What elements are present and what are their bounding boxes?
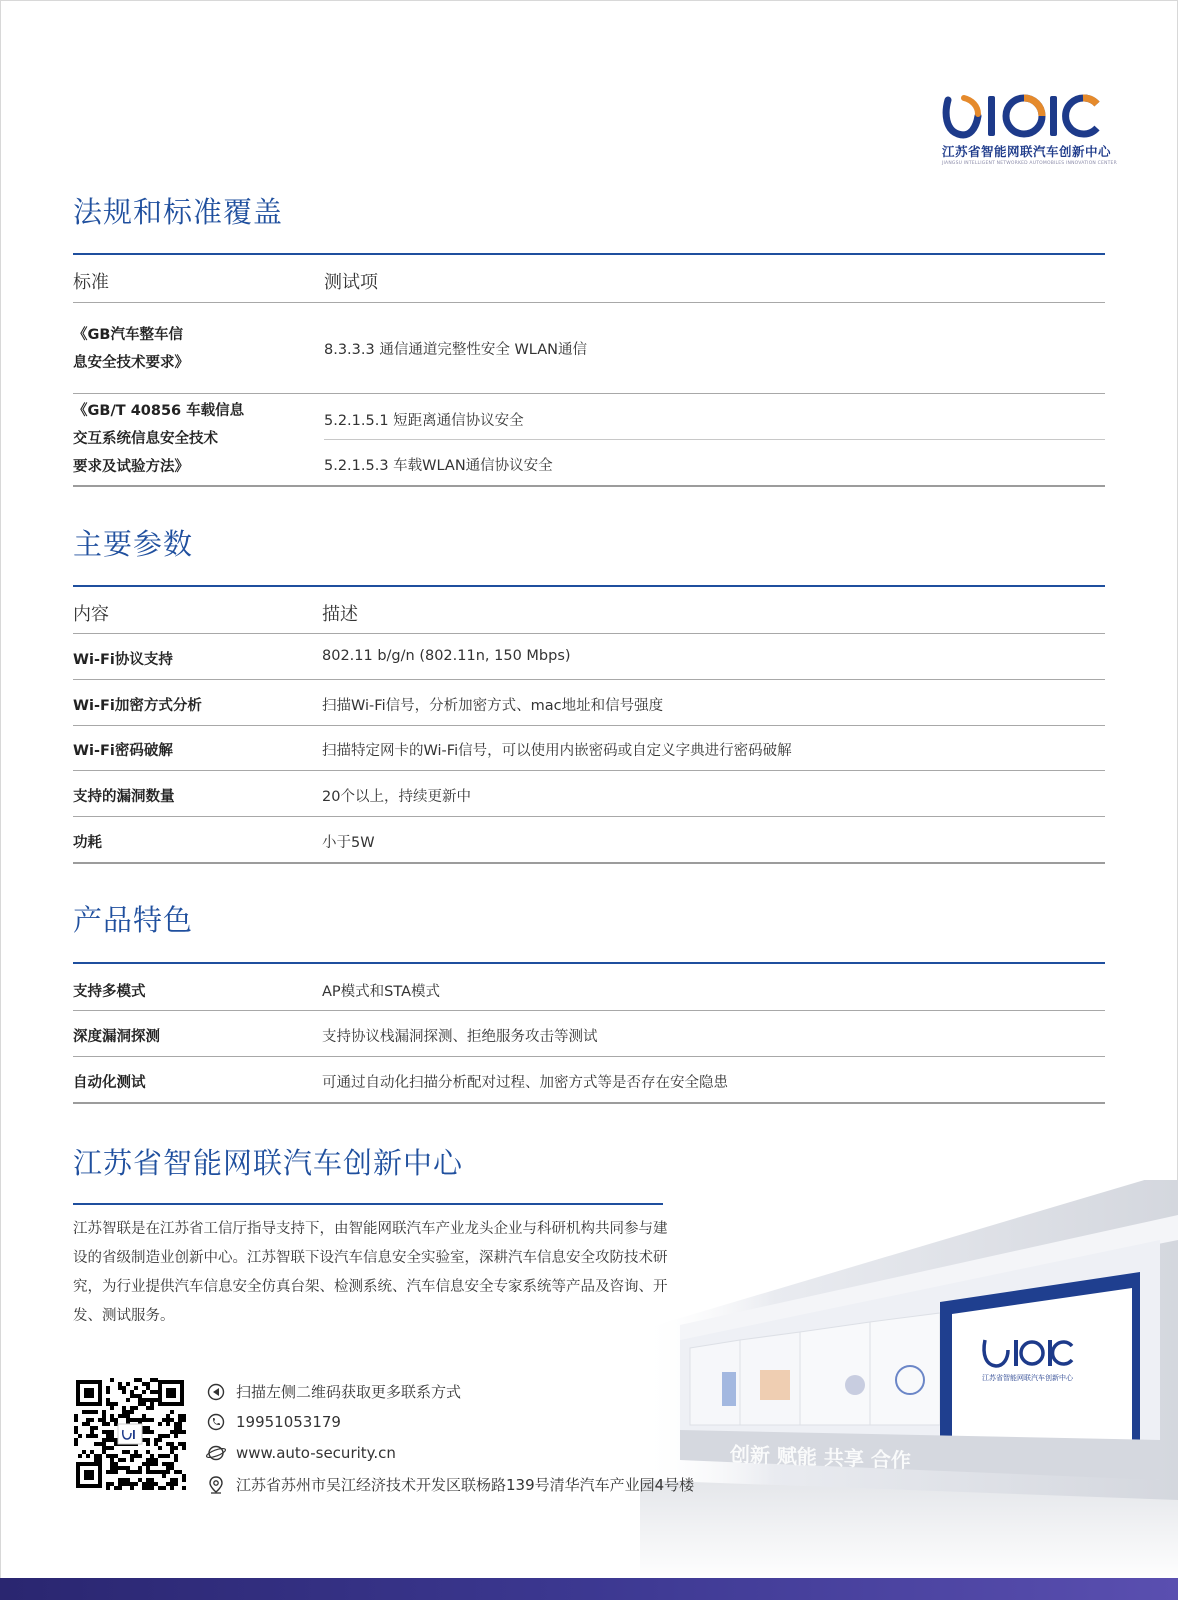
param-value: 20个以上，持续更新中 — [322, 789, 471, 805]
contact-phone[interactable] — [206, 1412, 341, 1432]
showroom-image — [640, 1180, 1178, 1582]
send-icon — [206, 1382, 226, 1402]
divider — [73, 1010, 1105, 1011]
divider — [324, 439, 1105, 440]
logo-mark-icon — [942, 92, 1102, 140]
feature-value: AP模式和STA模式 — [322, 984, 441, 1000]
contact-address-text: 江苏省苏州市吴江经济技术开发区联杨路139号清华汽车产业园4号楼 — [236, 1476, 695, 1494]
column-header-description: 描述 — [322, 604, 358, 625]
feature-value: 支持协议栈漏洞探测、拒绝服务攻击等测试 — [322, 1029, 598, 1045]
phone-icon — [206, 1412, 226, 1432]
param-label: Wi-Fi协议支持 — [73, 652, 173, 668]
param-label: 支持的漏洞数量 — [73, 789, 175, 805]
feature-label: 深度漏洞探测 — [73, 1029, 160, 1045]
divider — [73, 816, 1105, 817]
divider — [73, 253, 1105, 255]
section-title-standards: 法规和标准覆盖 — [73, 195, 284, 229]
divider — [73, 679, 1105, 680]
standard-name-gb: 《GB汽车整车信 息安全技术要求》 — [73, 327, 189, 371]
qr-code — [74, 1378, 186, 1490]
divider — [73, 485, 1105, 487]
column-header-test-item: 测试项 — [324, 272, 378, 293]
logo-en-text: JIANGSU INTELLIGENT NETWORKED AUTOMOBILES INNOVATION CENTER — [942, 161, 1117, 166]
divider — [73, 1203, 663, 1205]
divider — [73, 962, 1105, 964]
param-value: 扫描Wi-Fi信号，分析加密方式、mac地址和信号强度 — [322, 698, 664, 714]
divider — [73, 1056, 1105, 1057]
test-item: 8.3.3.3 通信通道完整性安全 WLAN通信 — [324, 342, 587, 358]
contact-scan — [206, 1381, 461, 1402]
test-item: 5.2.1.5.1 短距离通信协议安全 — [324, 413, 524, 429]
location-pin-icon — [206, 1475, 226, 1495]
feature-label: 自动化测试 — [73, 1075, 146, 1091]
divider — [73, 633, 1105, 634]
divider — [73, 862, 1105, 864]
contact-phone-text: 19951053179 — [236, 1413, 341, 1431]
footer-bar — [0, 1578, 1178, 1600]
param-value: 小于5W — [322, 835, 375, 851]
param-label: Wi-Fi加密方式分析 — [73, 698, 202, 714]
divider — [73, 585, 1105, 587]
divider — [73, 770, 1105, 771]
column-header-content: 内容 — [73, 604, 109, 625]
section-title-about: 江苏省智能网联汽车创新中心 — [73, 1146, 464, 1180]
logo-cn-text: 江苏省智能网联汽车创新中心 — [942, 144, 1112, 159]
standard-name-gbt: 《GB/T 40856 车载信息 交互系统信息安全技术 要求及试验方法》 — [73, 403, 245, 475]
showroom-slogan: 创新 赋能 共享 合作 — [730, 1442, 911, 1473]
divider — [73, 725, 1105, 726]
screen-logo-text: 江苏省智能网联汽车创新中心 — [982, 1374, 1073, 1382]
contact-website-text: www.auto-security.cn — [236, 1444, 396, 1462]
param-label: Wi-Fi密码破解 — [73, 743, 173, 759]
column-header-standard: 标准 — [73, 272, 109, 293]
brand-logo — [942, 92, 1117, 166]
feature-label: 支持多模式 — [73, 984, 146, 1000]
contact-scan-text: 扫描左侧二维码获取更多联系方式 — [236, 1383, 462, 1401]
divider — [73, 1102, 1105, 1104]
contact-address — [206, 1474, 694, 1495]
feature-value: 可通过自动化扫描分析配对过程、加密方式等是否存在安全隐患 — [322, 1075, 728, 1091]
param-label: 功耗 — [73, 835, 102, 851]
param-value: 扫描特定网卡的Wi-Fi信号，可以使用内嵌密码或自定义字典进行密码破解 — [322, 743, 792, 759]
section-title-parameters: 主要参数 — [73, 527, 194, 561]
divider — [73, 393, 1105, 394]
globe-icon — [206, 1443, 226, 1463]
about-paragraph: 江苏智联是在江苏省工信厅指导支持下，由智能网联汽车产业龙头企业与科研机构共同参与建设的省级制造业创新中心。江苏智联下设汽车信息安全实验室，深耕汽车信息安全攻防技术研究，为行业提供汽车信息安全仿真台架、检测系统、汽车信息安全专家系统等产品及咨询、开发、测试服务。 — [73, 1221, 668, 1324]
divider — [73, 302, 1105, 303]
test-item: 5.2.1.5.3 车载WLAN通信协议安全 — [324, 458, 553, 474]
param-value: 802.11 b/g/n (802.11n, 150 Mbps) — [322, 648, 571, 664]
contact-website[interactable] — [206, 1443, 396, 1463]
section-title-features: 产品特色 — [73, 903, 194, 937]
